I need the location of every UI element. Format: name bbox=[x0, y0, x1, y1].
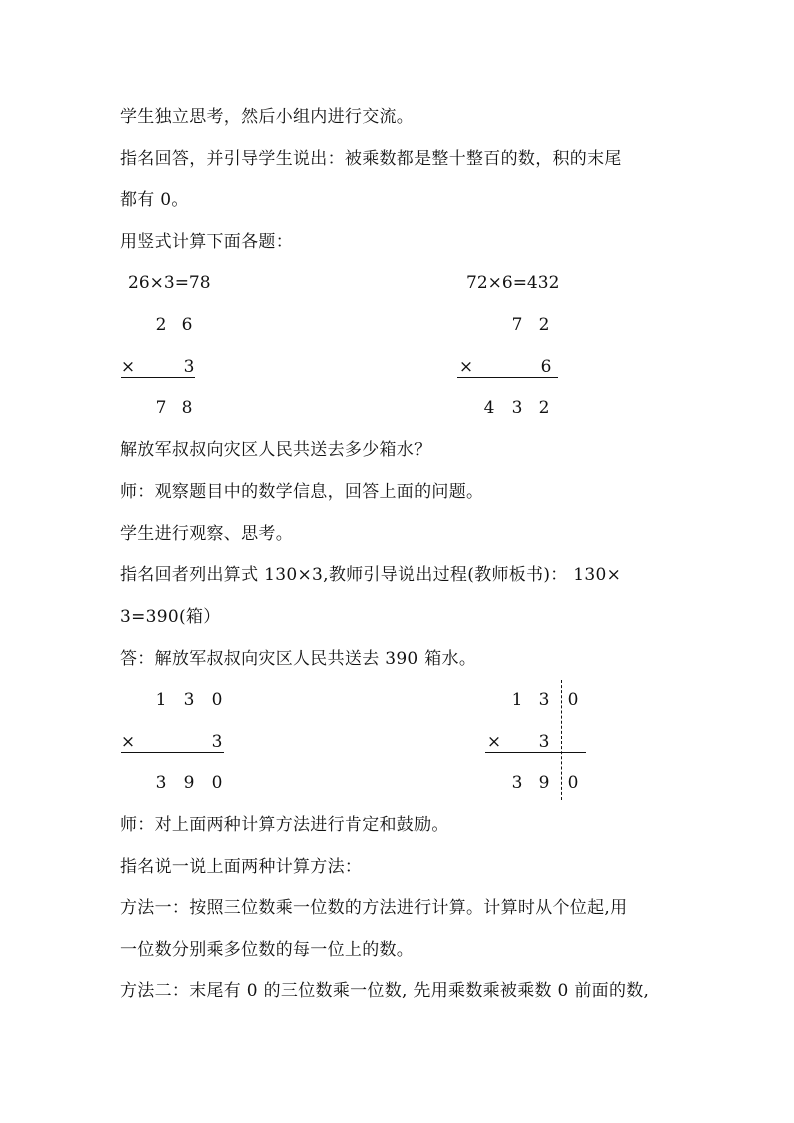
digit: 8 bbox=[181, 398, 193, 418]
digit: 3 bbox=[183, 357, 195, 377]
digit: 3 bbox=[538, 732, 550, 752]
equation: 26×3=78 bbox=[128, 273, 211, 293]
paragraph: 师：观察题目中的数学信息，回答上面的问题。 bbox=[120, 482, 484, 502]
separator-line bbox=[561, 680, 562, 800]
calculation-rule bbox=[121, 377, 195, 378]
digit: 0 bbox=[567, 773, 579, 793]
digit: 9 bbox=[183, 773, 195, 793]
digit: 6 bbox=[540, 357, 552, 377]
paragraph: 学生独立思考，然后小组内进行交流。 bbox=[120, 107, 415, 127]
digit: 2 bbox=[538, 315, 550, 335]
multiply-sign: × bbox=[486, 732, 502, 752]
digit: 9 bbox=[538, 773, 550, 793]
digit: 0 bbox=[567, 690, 579, 710]
paragraph: 指名回答，并引导学生说出：被乘数都是整十整百的数，积的末尾 bbox=[120, 149, 622, 169]
equation: 72×6=432 bbox=[466, 273, 560, 293]
digit: 0 bbox=[211, 690, 223, 710]
digit: 2 bbox=[155, 315, 167, 335]
multiply-sign: × bbox=[458, 357, 474, 377]
paragraph: 方法二：末尾有 0 的三位数乘一位数, 先用乘数乘被乘数 0 前面的数, bbox=[120, 981, 650, 1001]
multiply-sign: × bbox=[120, 732, 136, 752]
digit: 1 bbox=[155, 690, 167, 710]
paragraph: 解放军叔叔向灾区人民共送去多少箱水？ bbox=[120, 440, 432, 460]
paragraph: 方法一：按照三位数乘一位数的方法进行计算。计算时从个位起,用 bbox=[120, 898, 628, 918]
digit: 3 bbox=[155, 773, 167, 793]
paragraph: 师：对上面两种计算方法进行肯定和鼓励。 bbox=[120, 815, 449, 835]
paragraph: 指名回者列出算式 130×3,教师引导说出过程(教师板书)： 130× bbox=[120, 565, 622, 585]
paragraph: 指名说一说上面两种计算方法： bbox=[120, 857, 363, 877]
digit: 7 bbox=[155, 398, 167, 418]
digit: 1 bbox=[511, 690, 523, 710]
digit: 3 bbox=[211, 732, 223, 752]
digit: 6 bbox=[181, 315, 193, 335]
digit: 4 bbox=[483, 398, 495, 418]
digit: 2 bbox=[538, 398, 550, 418]
calculation-rule bbox=[121, 752, 224, 753]
digit: 3 bbox=[538, 690, 550, 710]
digit: 0 bbox=[211, 773, 223, 793]
paragraph: 3=390(箱） bbox=[120, 607, 221, 627]
paragraph: 用竖式计算下面各题： bbox=[120, 232, 293, 252]
multiply-sign: × bbox=[120, 357, 136, 377]
paragraph: 一位数分别乘多位数的每一位上的数。 bbox=[120, 940, 415, 960]
calculation-rule bbox=[457, 377, 558, 378]
digit: 3 bbox=[511, 773, 523, 793]
digit: 7 bbox=[511, 315, 523, 335]
paragraph: 都有 0。 bbox=[120, 190, 189, 210]
digit: 3 bbox=[183, 690, 195, 710]
digit: 3 bbox=[511, 398, 523, 418]
paragraph: 答：解放军叔叔向灾区人民共送去 390 箱水。 bbox=[120, 649, 477, 669]
paragraph: 学生进行观察、思考。 bbox=[120, 524, 293, 544]
calculation-rule bbox=[485, 752, 586, 753]
